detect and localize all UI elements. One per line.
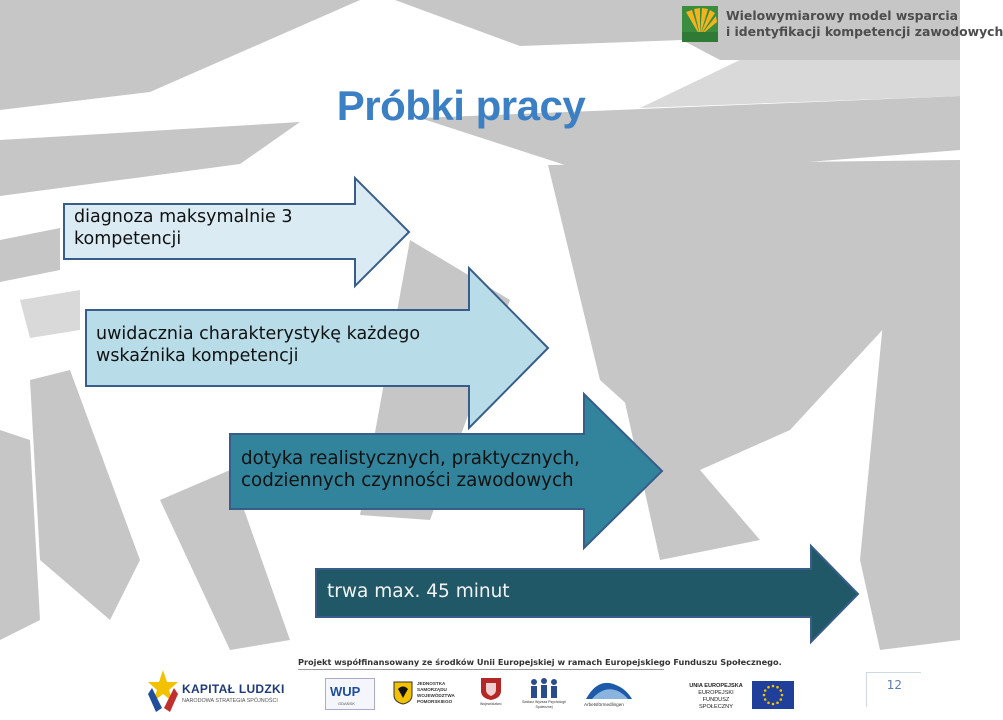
project-logo-line1: Wielowymiarowy model wsparcia [726,8,958,23]
psychology-school-logo [520,677,568,711]
arrow-2-text: uwidacznia charakterystykę każdego wskaźnika kompetencji [96,324,421,366]
wup-subtitle: GDAŃSK [338,701,355,706]
page-number: 12 [886,678,902,692]
pomorskie-crest-icon [480,677,502,701]
eu-text [686,683,746,711]
star-icon [148,668,178,712]
slide-title: Próbki pracy [336,82,586,129]
arrow-4-text: trwa max. 45 minut [327,581,510,602]
arrow-1-text: diagnoza maksymalnie 3 kompetencji [74,207,293,249]
jst-logo [393,679,468,709]
funding-note: Projekt współfinansowany ze środków Unii Europejskiej w ramach Europejskiego Funduszu Społecznego. [298,657,782,667]
kapital-ludzki-title: KAPITAŁ LUDZKI [182,682,285,696]
people-icon [520,677,568,699]
arrow-3-text: dotyka realistycznych, praktycznych, codziennych czynności zawodowych [241,448,580,491]
arbetsformedlingen-logo [584,677,644,711]
eu-logo [686,681,796,711]
pomorskie-logo [480,677,510,711]
eu-text-line3: FUNDUSZ SPOŁECZNY [699,697,733,710]
wave-icon [584,677,634,701]
kapital-ludzki-logo [148,668,288,714]
project-logo-line2: i identyfikacji kompetencji zawodowych [726,24,1003,39]
pomorskie-shield-icon [393,681,413,705]
eu-text-line1: UNIA EUROPEJSKA [689,683,743,689]
jst-text: JEDNOSTKA SAMORZĄDU WOJEWÓDZTWA POMORSKIEGO [417,681,455,704]
eu-text-line2: EUROPEJSKI [698,690,734,696]
eu-flag-icon [752,681,794,709]
psychology-school-text: Sedlarz Wyższa Psychologii Społecznej [522,700,566,709]
kapital-ludzki-subtitle: NARODOWA STRATEGIA SPÓJNOŚCI [182,698,278,704]
arbetsformedlingen-text: Arbetsförmedlingen [584,702,624,707]
pomorskie-text: Województwo [480,702,502,706]
wup-title: WUP [330,684,361,699]
footer-divider [298,669,664,670]
wup-logo [325,678,375,710]
